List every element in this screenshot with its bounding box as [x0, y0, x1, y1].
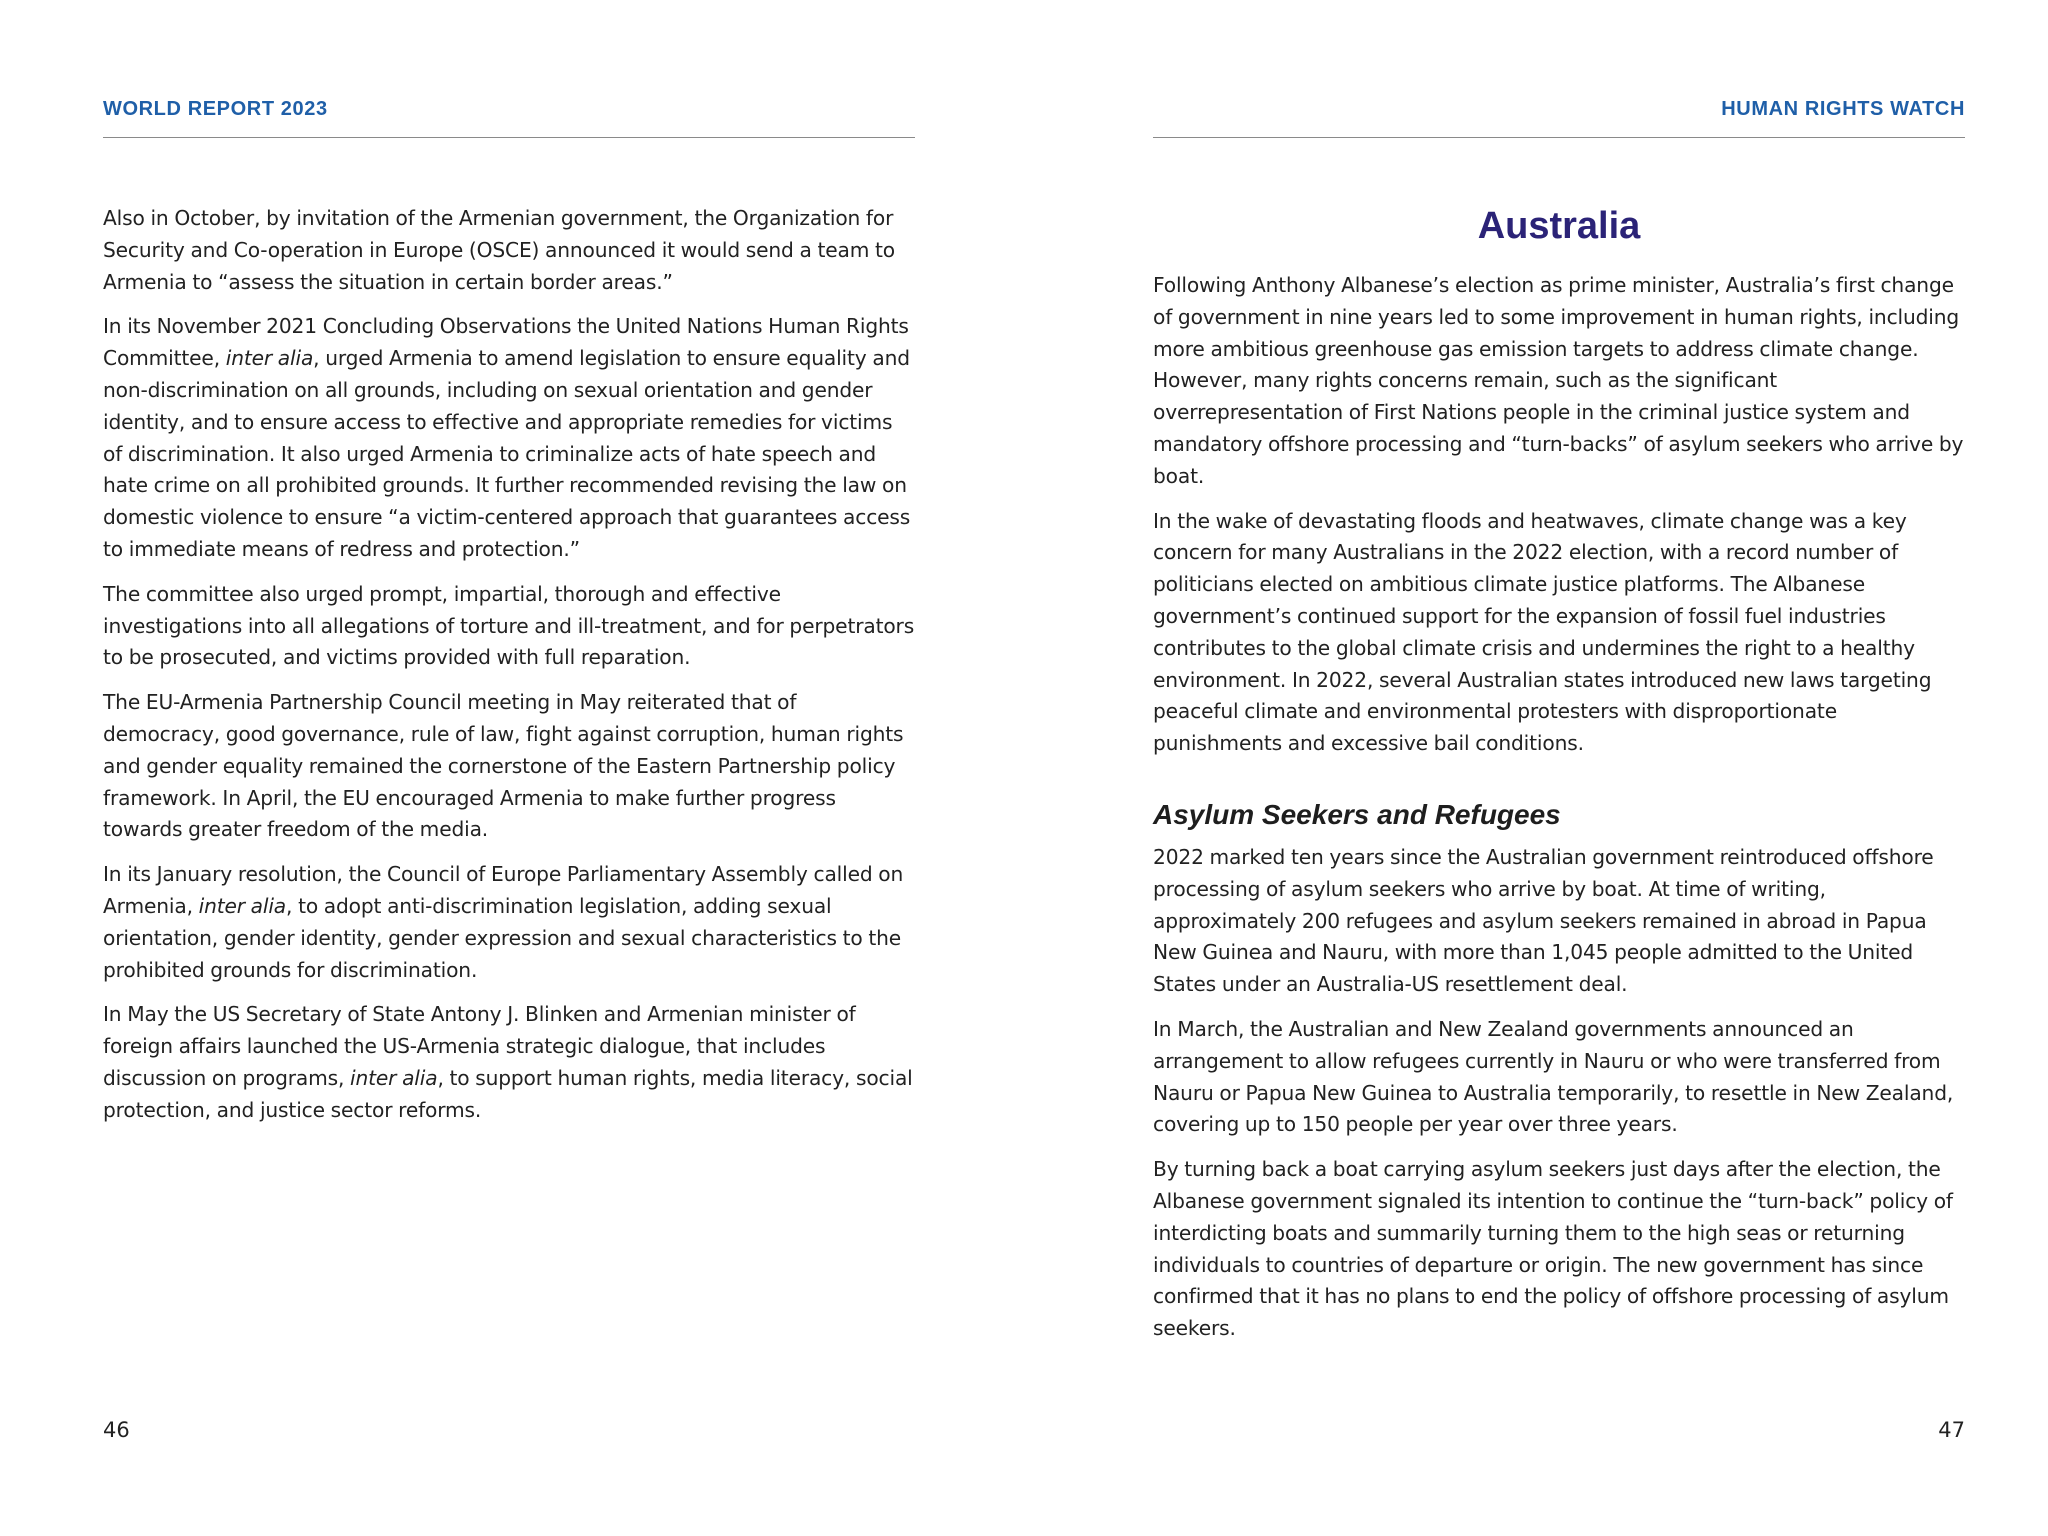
running-head-left: WORLD REPORT 2023	[103, 98, 328, 120]
paragraph: In March, the Australian and New Zealand governments announced an arrangement to allow refugees currently in Nauru or who were transferred from Nauru or Papua New Guinea to Australia temporarily, to resettle in New Zealand, covering up to 150 people per year over three years.	[1153, 1016, 1954, 1137]
paragraph: By turning back a boat carrying asylum seekers just days after the election, the Albanese government signaled its intention to continue the “turn-back” policy of interdicting boats and summarily turning them to the high seas or returning individuals to countries of departure or origin. The new government has since confirmed that it has no plans to end the policy of offshore processing of asylum seekers.	[1153, 1157, 1953, 1341]
paragraph-text: In its January resolution, the Council of Europe Parliamentary Assembly called on Armenia,	[103, 862, 904, 918]
paragraph-text: The EU-Armenia Partnership Council meeting in May reiterated that of democracy, good governance, rule of law, fight against corruption, human rights and gender equality remained the cornerstone of the Eastern Partnership policy framework. In April, the EU encouraged Armenia to make further progress towards greater freedom of the media.	[103, 690, 904, 842]
paragraph	[103, 687, 915, 846]
page-number-right: 47	[1938, 1418, 1965, 1442]
paragraph	[103, 579, 915, 674]
paragraph-text: , urged Armenia to amend legislation to ensure equality and non-discrimination on all grounds, including on sexual orientation and gender identity, and to ensure access to effective and appropriate remedies for victims of discrimination. It also urged Armenia to criminalize acts of hate speech and hate crime on all prohibited grounds. It further recommended revising the law on domestic violence to ensure “a victim-centered approach that guarantees access to immediate means of redress and protection.”	[103, 346, 911, 561]
country-title: Australia	[1477, 205, 1641, 247]
paragraph: 2022 marked ten years since the Australian government reintroduced offshore processing of asylum seekers who arrive by boat. At time of writing, approximately 200 refugees and asylum seekers remained in abroad in Papua New Guinea and Nauru, with more than 1,045 people admitted to the United States under an Australia-US resettlement deal.	[1153, 844, 1934, 997]
paragraph	[103, 203, 915, 298]
left-page-body	[103, 203, 915, 1140]
paragraph-text: , to adopt anti-discrimination legislation, adding sexual orientation, gender identity, gender expression and sexual characteristics to the prohibited grounds for discrimination.	[103, 893, 902, 982]
header-rule-left	[103, 137, 915, 138]
paragraph-text: , to support human rights, media literacy, social protection, and justice sector reforms.	[103, 1065, 913, 1122]
italic-phrase: inter alia	[350, 1065, 438, 1090]
italic-phrase: inter alia	[225, 346, 314, 371]
italic-phrase: inter alia	[198, 893, 287, 918]
header-rule-right	[1153, 137, 1965, 138]
paragraph	[103, 999, 915, 1126]
section-heading: Asylum Seekers and Refugees	[1153, 798, 1561, 830]
right-page	[1153, 0, 1965, 1536]
paragraph	[103, 859, 915, 986]
paragraph: In the wake of devastating floods and heatwaves, climate change was a key concern for many Australians in the 2022 election, with a record number of politicians elected on ambitious climate justice platforms. The Albanese government’s continued support for the expansion of fossil fuel industries contributes to the global climate crisis and undermines the right to a healthy environment. In 2022, several Australian states introduced new laws targeting peaceful climate and environmental protesters with disproportionate punishments and excessive bail conditions.	[1153, 508, 1932, 756]
right-page-body	[1153, 204, 1965, 1358]
running-head-right: HUMAN RIGHTS WATCH	[1721, 98, 1965, 120]
page-number-left: 46	[103, 1418, 130, 1442]
paragraph: Following Anthony Albanese’s election as prime minister, Australia’s first change of government in nine years led to some improvement in human rights, including more ambitious greenhouse gas emission targets to address climate change. However, many rights concerns remain, such as the significant overrepresentation of First Nations people in the criminal justice system and mandatory offshore processing and “turn-backs” of asylum seekers who arrive by boat.	[1153, 273, 1964, 488]
left-page	[103, 0, 915, 1536]
paragraph-text: In May the US Secretary of State Antony J. Blinken and Armenian minister of foreign affairs launched the US-Armenia strategic dialogue, that includes discussion on programs,	[103, 1002, 856, 1090]
paragraph-text: In its November 2021 Concluding Observations the United Nations Human Rights Committee,	[103, 314, 909, 371]
paragraph	[103, 311, 915, 565]
paragraph-text: The committee also urged prompt, impartial, thorough and effective investigations into all allegations of torture and ill-treatment, and for perpetrators to be prosecuted, and victims provided with full reparation.	[103, 581, 915, 670]
paragraph-text: Also in October, by invitation of the Armenian government, the Organization for Security and Co-operation in Europe (OSCE) announced it would send a team to Armenia to “assess the situation in certain border areas.”	[103, 206, 895, 294]
